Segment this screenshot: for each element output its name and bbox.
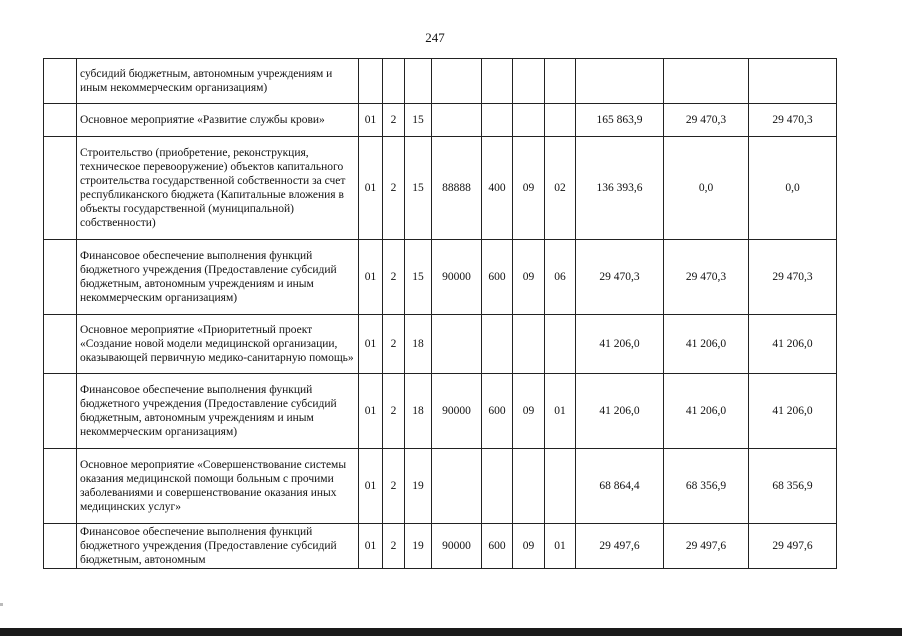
expense-type-cell [482,449,513,524]
row-number-cell [44,315,77,374]
row-name-cell: Строительство (приобретение, реконструкция, техническое перевооружение) объектов капитального строительства государственной собственности за счет республиканского бюджета (Капитальные вложения в объекты государственной (муниципальной) собственности) [77,137,359,240]
row-number-cell [44,59,77,104]
program-code-cell: 01 [359,374,383,449]
scan-speck [0,603,3,606]
row-name-cell: Основное мероприятие «Совершенствование системы оказания медицинской помощи больным с прочими заболеваниями и совершенствование оказания иных медицинских услуг» [77,449,359,524]
table-row [44,315,837,374]
amount-year2-cell [664,59,749,104]
row-name-cell: Финансовое обеспечение выполнения функций бюджетного учреждения (Предоставление субсидий бюджетным, автономным учреждениям и иным некоммерческим организациям) [77,374,359,449]
direction-code-cell: 90000 [432,524,482,569]
section-code-cell: 09 [513,240,545,315]
section-code-cell [513,104,545,137]
amount-year1-cell: 136 393,6 [576,137,664,240]
subsection-code-cell: 02 [545,137,576,240]
event-code-cell: 15 [405,137,432,240]
subsection-code-cell: 01 [545,374,576,449]
subsection-code-cell [545,315,576,374]
budget-table [43,58,837,569]
section-code-cell [513,315,545,374]
table-row [44,137,837,240]
event-code-cell: 19 [405,449,432,524]
row-number-cell [44,524,77,569]
amount-year3-cell: 41 206,0 [749,315,837,374]
program-code-cell: 01 [359,240,383,315]
subprogram-code-cell: 2 [383,315,405,374]
program-code-cell: 01 [359,524,383,569]
page-number: 247 [425,30,445,45]
table-row [44,240,837,315]
row-name-cell: Основное мероприятие «Развитие службы крови» [77,104,359,137]
amount-year3-cell: 29 497,6 [749,524,837,569]
amount-year2-cell: 29 497,6 [664,524,749,569]
subprogram-code-cell: 2 [383,374,405,449]
subprogram-code-cell: 2 [383,104,405,137]
amount-year1-cell: 165 863,9 [576,104,664,137]
amount-year3-cell: 68 356,9 [749,449,837,524]
expense-type-cell: 600 [482,374,513,449]
section-code-cell [513,449,545,524]
row-number-cell [44,104,77,137]
subprogram-code-cell: 2 [383,137,405,240]
amount-year1-cell: 41 206,0 [576,315,664,374]
direction-code-cell [432,104,482,137]
row-name-cell: Финансовое обеспечение выполнения функций бюджетного учреждения (Предоставление субсидий бюджетным, автономным [77,524,359,569]
amount-year1-cell: 29 497,6 [576,524,664,569]
amount-year1-cell [576,59,664,104]
row-number-cell [44,374,77,449]
subsection-code-cell: 06 [545,240,576,315]
amount-year2-cell: 41 206,0 [664,315,749,374]
event-code-cell: 15 [405,104,432,137]
section-code-cell: 09 [513,137,545,240]
table-row [44,104,837,137]
amount-year3-cell: 0,0 [749,137,837,240]
direction-code-cell: 88888 [432,137,482,240]
subprogram-code-cell: 2 [383,449,405,524]
row-number-cell [44,137,77,240]
amount-year2-cell: 0,0 [664,137,749,240]
subprogram-code-cell: 2 [383,524,405,569]
table-row [44,374,837,449]
subsection-code-cell [545,59,576,104]
amount-year3-cell: 41 206,0 [749,374,837,449]
direction-code-cell [432,449,482,524]
event-code-cell: 18 [405,315,432,374]
expense-type-cell [482,104,513,137]
expense-type-cell [482,315,513,374]
amount-year2-cell: 41 206,0 [664,374,749,449]
row-number-cell [44,240,77,315]
program-code-cell [359,59,383,104]
subsection-code-cell [545,449,576,524]
table-row [44,59,837,104]
row-name-cell: Основное мероприятие «Приоритетный проект «Создание новой модели медицинской организации, оказывающей первичную медико-санитарную помощь» [77,315,359,374]
amount-year1-cell: 29 470,3 [576,240,664,315]
program-code-cell: 01 [359,315,383,374]
direction-code-cell [432,59,482,104]
subprogram-code-cell [383,59,405,104]
event-code-cell: 19 [405,524,432,569]
direction-code-cell [432,315,482,374]
program-code-cell: 01 [359,137,383,240]
event-code-cell: 15 [405,240,432,315]
table-row [44,524,837,569]
subsection-code-cell [545,104,576,137]
event-code-cell [405,59,432,104]
section-code-cell: 09 [513,524,545,569]
expense-type-cell: 400 [482,137,513,240]
amount-year3-cell [749,59,837,104]
table-row [44,449,837,524]
direction-code-cell: 90000 [432,240,482,315]
subsection-code-cell: 01 [545,524,576,569]
program-code-cell: 01 [359,104,383,137]
section-code-cell: 09 [513,374,545,449]
amount-year2-cell: 29 470,3 [664,240,749,315]
page-bottom-edge [0,628,902,636]
row-name-cell: субсидий бюджетным, автономным учреждениям и иным некоммерческим организациям) [77,59,359,104]
expense-type-cell: 600 [482,240,513,315]
section-code-cell [513,59,545,104]
event-code-cell: 18 [405,374,432,449]
row-name-cell: Финансовое обеспечение выполнения функций бюджетного учреждения (Предоставление субсидий бюджетным, автономным учреждениям и иным некоммерческим организациям) [77,240,359,315]
subprogram-code-cell: 2 [383,240,405,315]
amount-year2-cell: 29 470,3 [664,104,749,137]
expense-type-cell: 600 [482,524,513,569]
program-code-cell: 01 [359,449,383,524]
amount-year3-cell: 29 470,3 [749,104,837,137]
amount-year3-cell: 29 470,3 [749,240,837,315]
amount-year1-cell: 41 206,0 [576,374,664,449]
expense-type-cell [482,59,513,104]
row-number-cell [44,449,77,524]
amount-year2-cell: 68 356,9 [664,449,749,524]
amount-year1-cell: 68 864,4 [576,449,664,524]
direction-code-cell: 90000 [432,374,482,449]
